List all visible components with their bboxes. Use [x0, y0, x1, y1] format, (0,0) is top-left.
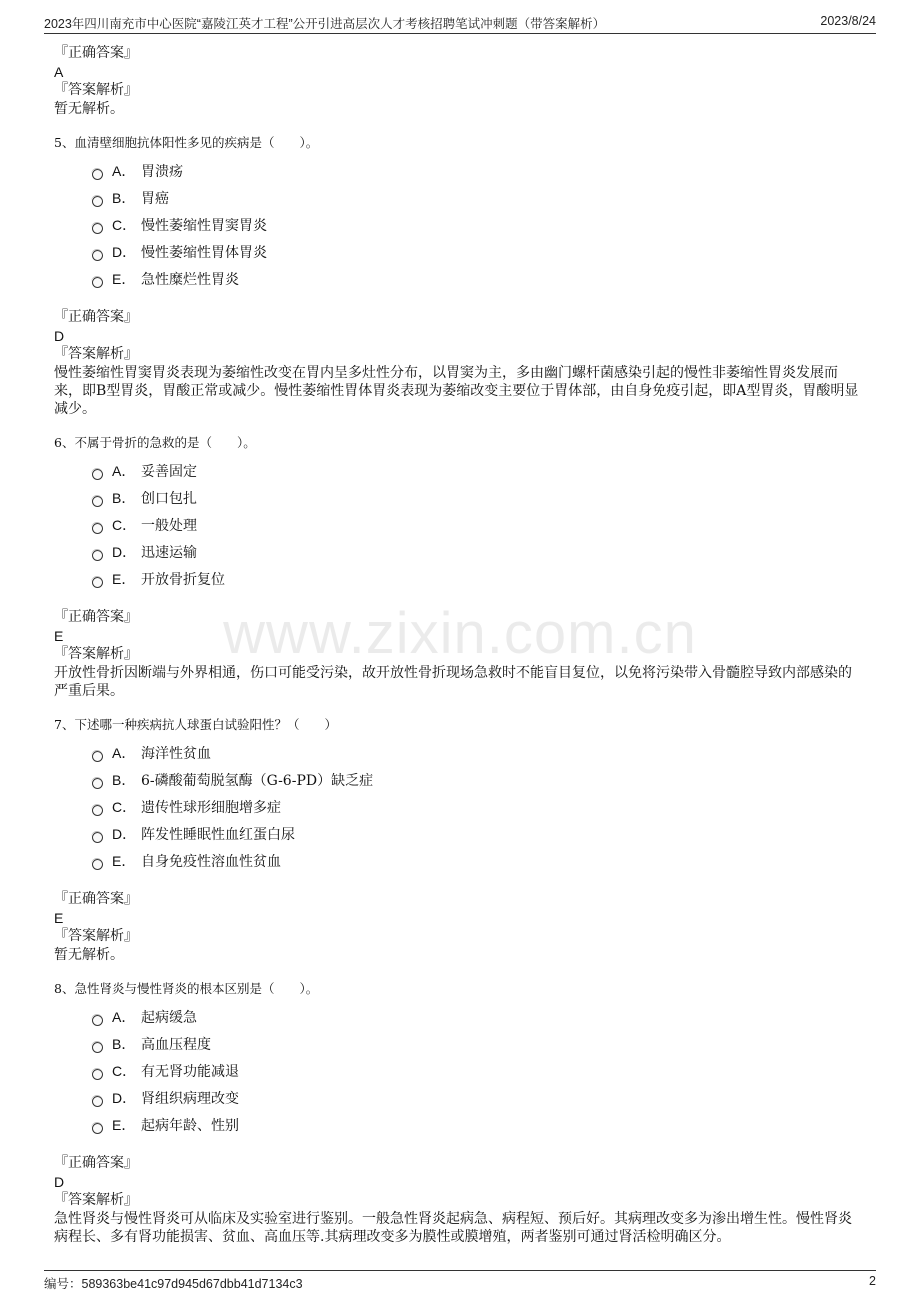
correct-answer-label: 『正确答案』 — [54, 891, 138, 907]
option-letter: A． — [112, 1008, 136, 1025]
spacer — [54, 592, 860, 608]
radio-button-icon[interactable] — [92, 1096, 103, 1107]
option-text: 起病缓急 — [141, 1009, 197, 1026]
option-letter: D． — [112, 1089, 137, 1106]
radio-button-icon[interactable] — [92, 496, 103, 507]
option-text: 高血压程度 — [141, 1036, 211, 1053]
analysis-text: 暂无解析。 — [54, 101, 124, 117]
radio-button-icon[interactable] — [92, 550, 103, 561]
option-letter: D． — [112, 243, 137, 260]
option-letter: B． — [112, 489, 136, 506]
option-item[interactable] — [92, 766, 860, 793]
question-block — [54, 978, 860, 1246]
option-item[interactable] — [92, 1003, 860, 1030]
option-letter: A． — [112, 462, 136, 479]
option-text: 肾组织病理改变 — [141, 1090, 239, 1107]
correct-answer-value: E — [54, 628, 64, 644]
option-letter: A． — [112, 744, 136, 761]
option-letter: E． — [112, 570, 136, 587]
document-code: 编号：589363be41c97d945d67dbb41d7134c3 — [44, 1277, 303, 1291]
option-item[interactable] — [92, 1030, 860, 1057]
correct-answer-value: D — [54, 328, 65, 344]
option-letter: B． — [112, 1035, 136, 1052]
option-item[interactable] — [92, 457, 860, 484]
radio-button-icon[interactable] — [92, 469, 103, 480]
question-stem: 7、下述哪一种疾病抗人球蛋白试验阳性？（ ） — [54, 717, 337, 732]
option-item[interactable] — [92, 511, 860, 538]
radio-button-icon[interactable] — [92, 1042, 103, 1053]
option-item[interactable] — [92, 793, 860, 820]
option-text: 迅速运输 — [141, 544, 197, 561]
correct-answer-value: D — [54, 1174, 65, 1190]
option-item[interactable] — [92, 184, 860, 211]
option-letter: E． — [112, 270, 136, 287]
option-item[interactable] — [92, 847, 860, 874]
analysis-text: 急性肾炎与慢性肾炎可从临床及实验室进行鉴别。一般急性肾炎起病急、病程短、预后好。其病理改变多为渗出增生性。慢性肾炎病程长、多有肾功能损害、贫血、高血压等.其病理改变多为膜性或膜增殖，两者鉴别可通过肾活检明确区分。 — [54, 1211, 852, 1245]
spacer — [54, 292, 860, 308]
option-item[interactable] — [92, 538, 860, 565]
analysis-label: 『答案解析』 — [54, 1192, 138, 1208]
radio-button-icon[interactable] — [92, 523, 103, 534]
question-stem: 6、不属于骨折的急救的是（ ）。 — [54, 435, 256, 450]
question-content — [54, 44, 860, 1246]
radio-button-icon[interactable] — [92, 1015, 103, 1026]
page-header — [44, 13, 876, 34]
radio-button-icon[interactable] — [92, 859, 103, 870]
correct-answer-label: 『正确答案』 — [54, 609, 138, 625]
option-text: 阵发性睡眠性血红蛋白尿 — [141, 826, 295, 843]
option-letter: A． — [112, 162, 136, 179]
option-letter: C． — [112, 1062, 137, 1079]
option-text: 自身免疫性溶血性贫血 — [141, 853, 281, 870]
option-letter: D． — [112, 825, 137, 842]
option-text: 胃癌 — [141, 190, 169, 207]
radio-button-icon[interactable] — [92, 277, 103, 288]
question-block — [54, 132, 860, 418]
document-date: 2023/8/24 — [820, 14, 876, 28]
option-text: 海洋性贫血 — [141, 745, 211, 762]
option-item[interactable] — [92, 265, 860, 292]
option-list — [92, 1003, 860, 1138]
radio-button-icon[interactable] — [92, 577, 103, 588]
option-text: 遗传性球形细胞增多症 — [141, 799, 281, 816]
radio-button-icon[interactable] — [92, 1069, 103, 1080]
option-letter: C． — [112, 516, 137, 533]
spacer — [54, 874, 860, 890]
option-text: 有无肾功能减退 — [141, 1063, 239, 1080]
option-item[interactable] — [92, 1084, 860, 1111]
option-text: 6-磷酸葡萄脱氢酶（G-6-PD）缺乏症 — [141, 772, 374, 789]
page-number: 2 — [869, 1274, 876, 1288]
option-text: 急性糜烂性胃炎 — [141, 271, 239, 288]
radio-button-icon[interactable] — [92, 832, 103, 843]
question-list — [54, 132, 860, 1246]
option-letter: B． — [112, 189, 136, 206]
correct-answer-value: A — [54, 64, 64, 80]
analysis-text: 开放性骨折因断端与外界相通，伤口可能受污染，故开放性骨折现场急救时不能盲目复位，以免将污染带入骨髓腔导致内部感染的严重后果。 — [54, 665, 852, 699]
radio-button-icon[interactable] — [92, 805, 103, 816]
option-item[interactable] — [92, 1057, 860, 1084]
spacer — [54, 1138, 860, 1154]
correct-answer-label: 『正确答案』 — [54, 1155, 138, 1171]
analysis-label: 『答案解析』 — [54, 346, 138, 362]
analysis-text: 慢性萎缩性胃窦胃炎表现为萎缩性改变在胃内呈多灶性分布，以胃窦为主，多由幽门螺杆菌感染引起的慢性非萎缩性胃炎发展而来，即B型胃炎，胃酸正常或减少。慢性萎缩性胃体胃炎表现为萎缩改变主要位于胃体部，由自身免疫引起，即A型胃炎，胃酸明显减少。 — [54, 365, 859, 417]
option-letter: E． — [112, 852, 136, 869]
option-letter: B． — [112, 771, 136, 788]
analysis-text: 暂无解析。 — [54, 947, 124, 963]
correct-answer-label: 『正确答案』 — [54, 309, 138, 325]
analysis-label: 『答案解析』 — [54, 646, 138, 662]
question-stem: 5、血清壁细胞抗体阳性多见的疾病是（ ）。 — [54, 135, 319, 150]
option-item[interactable] — [92, 238, 860, 265]
watermark: www.zixin.com.cn — [223, 601, 697, 666]
option-item[interactable] — [92, 157, 860, 184]
radio-button-icon[interactable] — [92, 751, 103, 762]
analysis-label: 『答案解析』 — [54, 928, 138, 944]
document-title: 2023年四川南充市中心医院“嘉陵江英才工程”公开引进高层次人才考核招聘笔试冲刺题（带答案解析） — [44, 17, 606, 31]
option-text: 一般处理 — [141, 517, 197, 534]
option-list — [92, 457, 860, 592]
correct-answer-label: 『正确答案』 — [54, 45, 138, 61]
option-item[interactable] — [92, 820, 860, 847]
option-text: 开放骨折复位 — [141, 571, 225, 588]
option-text: 起病年龄、性别 — [141, 1117, 239, 1134]
question-stem: 8、急性肾炎与慢性肾炎的根本区别是（ ）。 — [54, 981, 319, 996]
option-text: 妥善固定 — [141, 463, 197, 480]
radio-button-icon[interactable] — [92, 169, 103, 180]
option-text: 慢性萎缩性胃体胃炎 — [141, 244, 267, 261]
option-item[interactable] — [92, 565, 860, 592]
radio-button-icon[interactable] — [92, 250, 103, 261]
option-text: 胃溃疡 — [141, 163, 183, 180]
correct-answer-value: E — [54, 910, 64, 926]
option-list — [92, 739, 860, 874]
question-block — [54, 432, 860, 700]
option-letter: C． — [112, 798, 137, 815]
option-text: 创口包扎 — [141, 490, 197, 507]
radio-button-icon[interactable] — [92, 196, 103, 207]
page-footer — [44, 1270, 876, 1293]
radio-button-icon[interactable] — [92, 223, 103, 234]
option-text: 慢性萎缩性胃窦胃炎 — [141, 217, 267, 234]
option-item[interactable] — [92, 484, 860, 511]
option-item[interactable] — [92, 1111, 860, 1138]
question-block — [54, 714, 860, 964]
option-item[interactable] — [92, 739, 860, 766]
radio-button-icon[interactable] — [92, 778, 103, 789]
radio-button-icon[interactable] — [92, 1123, 103, 1134]
option-letter: E． — [112, 1116, 136, 1133]
option-item[interactable] — [92, 211, 860, 238]
option-letter: D． — [112, 543, 137, 560]
option-letter: C． — [112, 216, 137, 233]
option-list — [92, 157, 860, 292]
analysis-label: 『答案解析』 — [54, 82, 138, 98]
